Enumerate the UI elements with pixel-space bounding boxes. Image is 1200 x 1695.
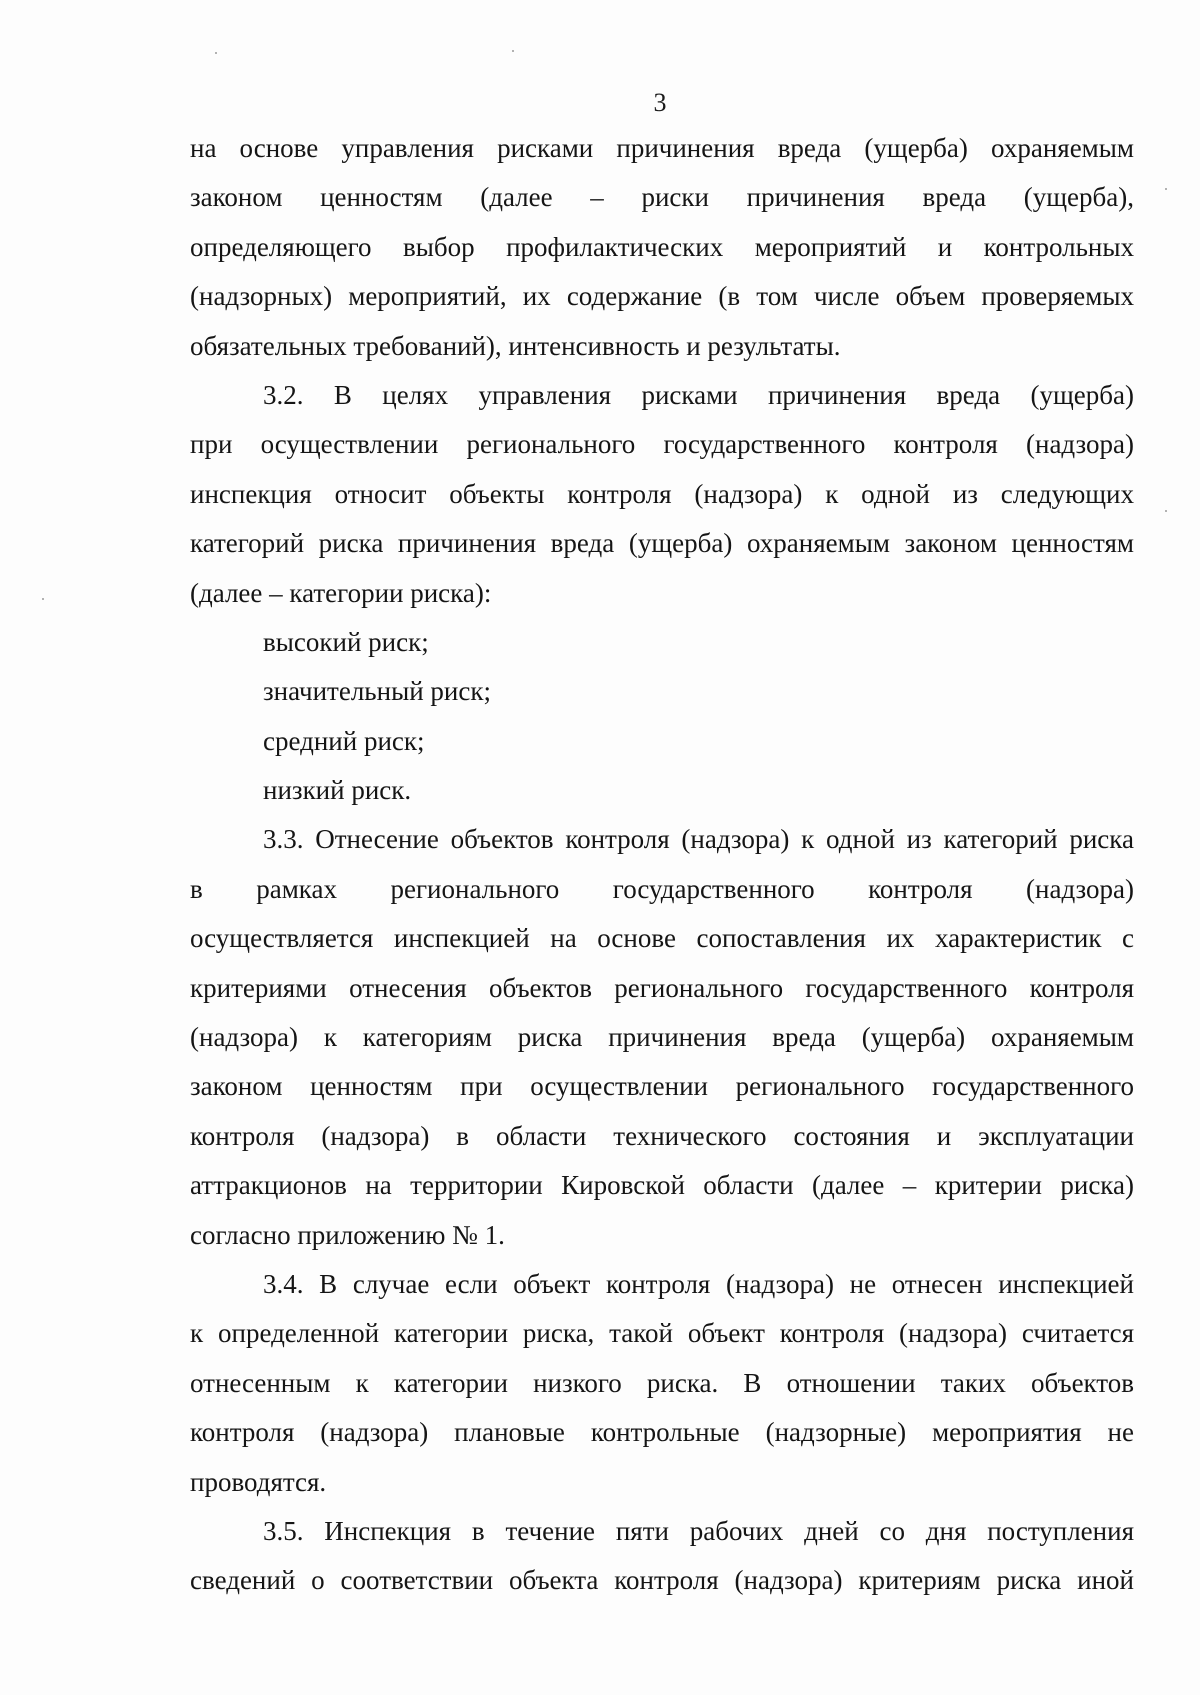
paragraph-3-4-start: 3.4. В случае если объект контроля (надзора) не отнесен инспекцией	[263, 1268, 1134, 1299]
text-line: проводятся.	[190, 1466, 327, 1497]
scan-speck	[215, 52, 217, 54]
list-item-medium-risk: средний риск;	[263, 725, 425, 756]
scan-speck	[42, 598, 44, 600]
list-item-high-risk: высокий риск;	[263, 626, 429, 657]
text-line: определяющего выбор профилактических мероприятий и контрольных	[190, 231, 1134, 262]
text-line: контроля (надзора) в области технического состояния и эксплуатации	[190, 1120, 1134, 1151]
list-item-low-risk: низкий риск.	[263, 775, 412, 806]
scan-speck	[1165, 510, 1167, 512]
text-line: в рамках регионального государственного контроля (надзора)	[190, 873, 1134, 904]
paragraph-3-5-start: 3.5. Инспекция в течение пяти рабочих дней со дня поступления	[263, 1515, 1134, 1546]
text-line: (надзора) к категориям риска причинения вреда (ущерба) охраняемым	[190, 1022, 1134, 1053]
text-line: (надзорных) мероприятий, их содержание (в том числе объем проверяемых	[190, 281, 1134, 312]
text-line: к определенной категории риска, такой объект контроля (надзора) считается	[190, 1318, 1134, 1349]
text-line: контроля (надзора) плановые контрольные (надзорные) мероприятия не	[190, 1417, 1134, 1448]
scan-speck	[512, 50, 514, 52]
text-line: (далее – категории риска):	[190, 577, 492, 608]
text-line: при осуществлении регионального государственного контроля (надзора)	[190, 429, 1134, 460]
scan-speck	[1165, 188, 1167, 190]
text-line: законом ценностям (далее – риски причинения вреда (ущерба),	[190, 182, 1134, 213]
document-body	[190, 124, 1134, 1606]
text-line: категорий риска причинения вреда (ущерба) охраняемым законом ценностям	[190, 528, 1134, 559]
list-item-significant-risk: значительный риск;	[263, 676, 491, 707]
paragraph-3-2-start: 3.2. В целях управления рисками причинения вреда (ущерба)	[263, 379, 1134, 410]
text-line: на основе управления рисками причинения вреда (ущерба) охраняемым	[190, 133, 1134, 163]
text-line: инспекция относит объекты контроля (надзора) к одной из следующих	[190, 478, 1134, 509]
page-number: 3	[653, 88, 667, 117]
text-line: критериями отнесения объектов регионального государственного контроля	[190, 972, 1134, 1003]
text-line: законом ценностям при осуществлении регионального государственного	[190, 1071, 1134, 1102]
text-line: осуществляется инспекцией на основе сопоставления их характеристик с	[190, 923, 1134, 954]
paragraph-3-3-start: 3.3. Отнесение объектов контроля (надзора) к одной из категорий риска	[263, 824, 1134, 855]
text-line: отнесенным к категории низкого риска. В отношении таких объектов	[190, 1367, 1134, 1398]
text-line: согласно приложению № 1.	[190, 1219, 505, 1250]
text-line: сведений о соответствии объекта контроля (надзора) критериям риска иной	[190, 1565, 1134, 1596]
text-line: аттракционов на территории Кировской области (далее – критерии риска)	[190, 1170, 1134, 1201]
text-line: обязательных требований), интенсивность и результаты.	[190, 330, 841, 361]
